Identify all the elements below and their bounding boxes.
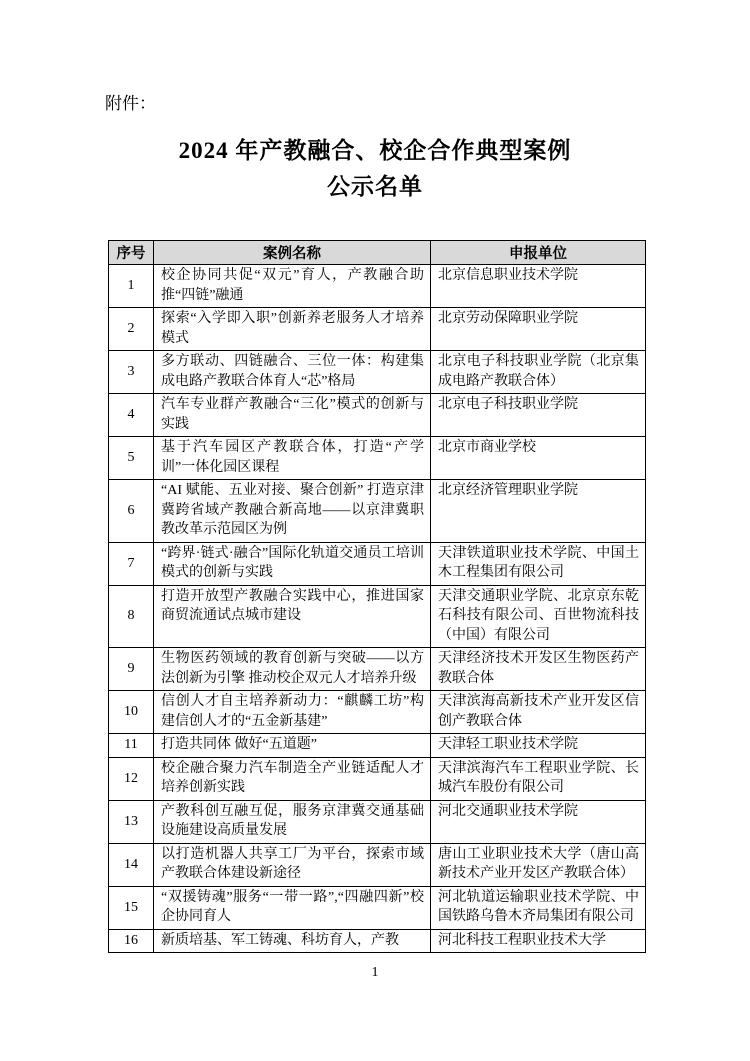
case-table	[108, 240, 646, 953]
document-title	[0, 133, 750, 205]
unit-name: 北京信息职业技术学院	[431, 265, 646, 308]
row-number: 16	[109, 929, 154, 953]
table-row	[109, 843, 646, 886]
case-table-body	[109, 265, 646, 953]
header-cell-case-name: 案例名称	[154, 241, 431, 265]
table-row	[109, 757, 646, 800]
row-number: 15	[109, 886, 154, 929]
row-number: 11	[109, 734, 154, 758]
case-name: “跨界·链式·融合”国际化轨道交通员工培训模式的创新与实践	[154, 542, 431, 585]
row-number: 6	[109, 480, 154, 543]
unit-name: 北京电子科技职业学院（北京集成电路产教联合体）	[431, 351, 646, 394]
case-name: 以打造机器人共享工厂为平台，探索市域产教联合体建设新途径	[154, 843, 431, 886]
case-name: 探索“入学即入职”创新养老服务人才培养模式	[154, 308, 431, 351]
document-title-line2: 公示名单	[327, 174, 423, 199]
case-name: 信创人才自主培养新动力：“麒麟工坊”构建信创人才的“五金新基建”	[154, 691, 431, 734]
page-number: 1	[371, 965, 379, 980]
case-name: 校企协同共促“双元”育人，产教融合助推“四链”融通	[154, 265, 431, 308]
case-name: 打造共同体 做好“五道题”	[154, 734, 431, 758]
document-title-line1: 2024 年产教融合、校企合作典型案例	[178, 138, 572, 163]
table-row	[109, 886, 646, 929]
table-header-row	[109, 241, 646, 265]
unit-name: 唐山工业职业技术大学（唐山高新技术产业开发区产教联合体）	[431, 843, 646, 886]
table-row	[109, 585, 646, 648]
table-row	[109, 265, 646, 308]
unit-name: 河北交通职业技术学院	[431, 800, 646, 843]
case-name: 多方联动、四链融合、三位一体：构建集成电路产教联合体育人“芯”格局	[154, 351, 431, 394]
header-cell-number: 序号	[109, 241, 154, 265]
table-row	[109, 800, 646, 843]
row-number: 7	[109, 542, 154, 585]
row-number: 10	[109, 691, 154, 734]
unit-name: 天津交通职业学院、北京京东乾石科技有限公司、百世物流科技（中国）有限公司	[431, 585, 646, 648]
unit-name: 天津滨海高新技术产业开发区信创产教联合体	[431, 691, 646, 734]
case-name: 打造开放型产教融合实践中心，推进国家商贸流通试点城市建设	[154, 585, 431, 648]
table-row	[109, 691, 646, 734]
row-number: 3	[109, 351, 154, 394]
row-number: 2	[109, 308, 154, 351]
table-row	[109, 734, 646, 758]
row-number: 9	[109, 648, 154, 691]
unit-name: 北京电子科技职业学院	[431, 394, 646, 437]
table-row	[109, 351, 646, 394]
case-name: 汽车专业群产教融合“三化”模式的创新与实践	[154, 394, 431, 437]
row-number: 1	[109, 265, 154, 308]
case-name: 基于汽车园区产教联合体，打造“产学训”一体化园区课程	[154, 437, 431, 480]
unit-name: 北京市商业学校	[431, 437, 646, 480]
table-row	[109, 648, 646, 691]
unit-name: 北京劳动保障职业学院	[431, 308, 646, 351]
table-row	[109, 308, 646, 351]
row-number: 12	[109, 757, 154, 800]
unit-name: 河北科技工程职业技术大学	[431, 929, 646, 953]
table-row	[109, 437, 646, 480]
unit-name: 北京经济管理职业学院	[431, 480, 646, 543]
unit-name: 天津铁道职业技术学院、中国土木工程集团有限公司	[431, 542, 646, 585]
row-number: 8	[109, 585, 154, 648]
case-name: “AI 赋能、五业对接、聚合创新” 打造京津冀跨省域产教融合新高地——以京津冀职教改革示范园区为例	[154, 480, 431, 543]
case-name: “双援铸魂”服务“一带一路”,“四融四新”校企协同育人	[154, 886, 431, 929]
case-name: 新质培基、军工铸魂、科坊育人，产教	[154, 929, 431, 953]
unit-name: 天津滨海汽车工程职业学院、长城汽车股份有限公司	[431, 757, 646, 800]
case-name: 生物医药领域的教育创新与突破——以方法创新为引擎 推动校企双元人才培养升级	[154, 648, 431, 691]
unit-name: 天津轻工职业技术学院	[431, 734, 646, 758]
row-number: 13	[109, 800, 154, 843]
table-row	[109, 394, 646, 437]
attachment-label: 附件：	[105, 94, 156, 113]
table-row	[109, 929, 646, 953]
table-row	[109, 480, 646, 543]
unit-name: 天津经济技术开发区生物医药产教联合体	[431, 648, 646, 691]
row-number: 14	[109, 843, 154, 886]
case-name: 校企融合聚力汽车制造全产业链适配人才培养创新实践	[154, 757, 431, 800]
row-number: 5	[109, 437, 154, 480]
case-name: 产教科创互融互促，服务京津冀交通基础设施建设高质量发展	[154, 800, 431, 843]
header-cell-unit: 申报单位	[431, 241, 646, 265]
unit-name: 河北轨道运输职业技术学院、中国铁路乌鲁木齐局集团有限公司	[431, 886, 646, 929]
row-number: 4	[109, 394, 154, 437]
table-row	[109, 542, 646, 585]
